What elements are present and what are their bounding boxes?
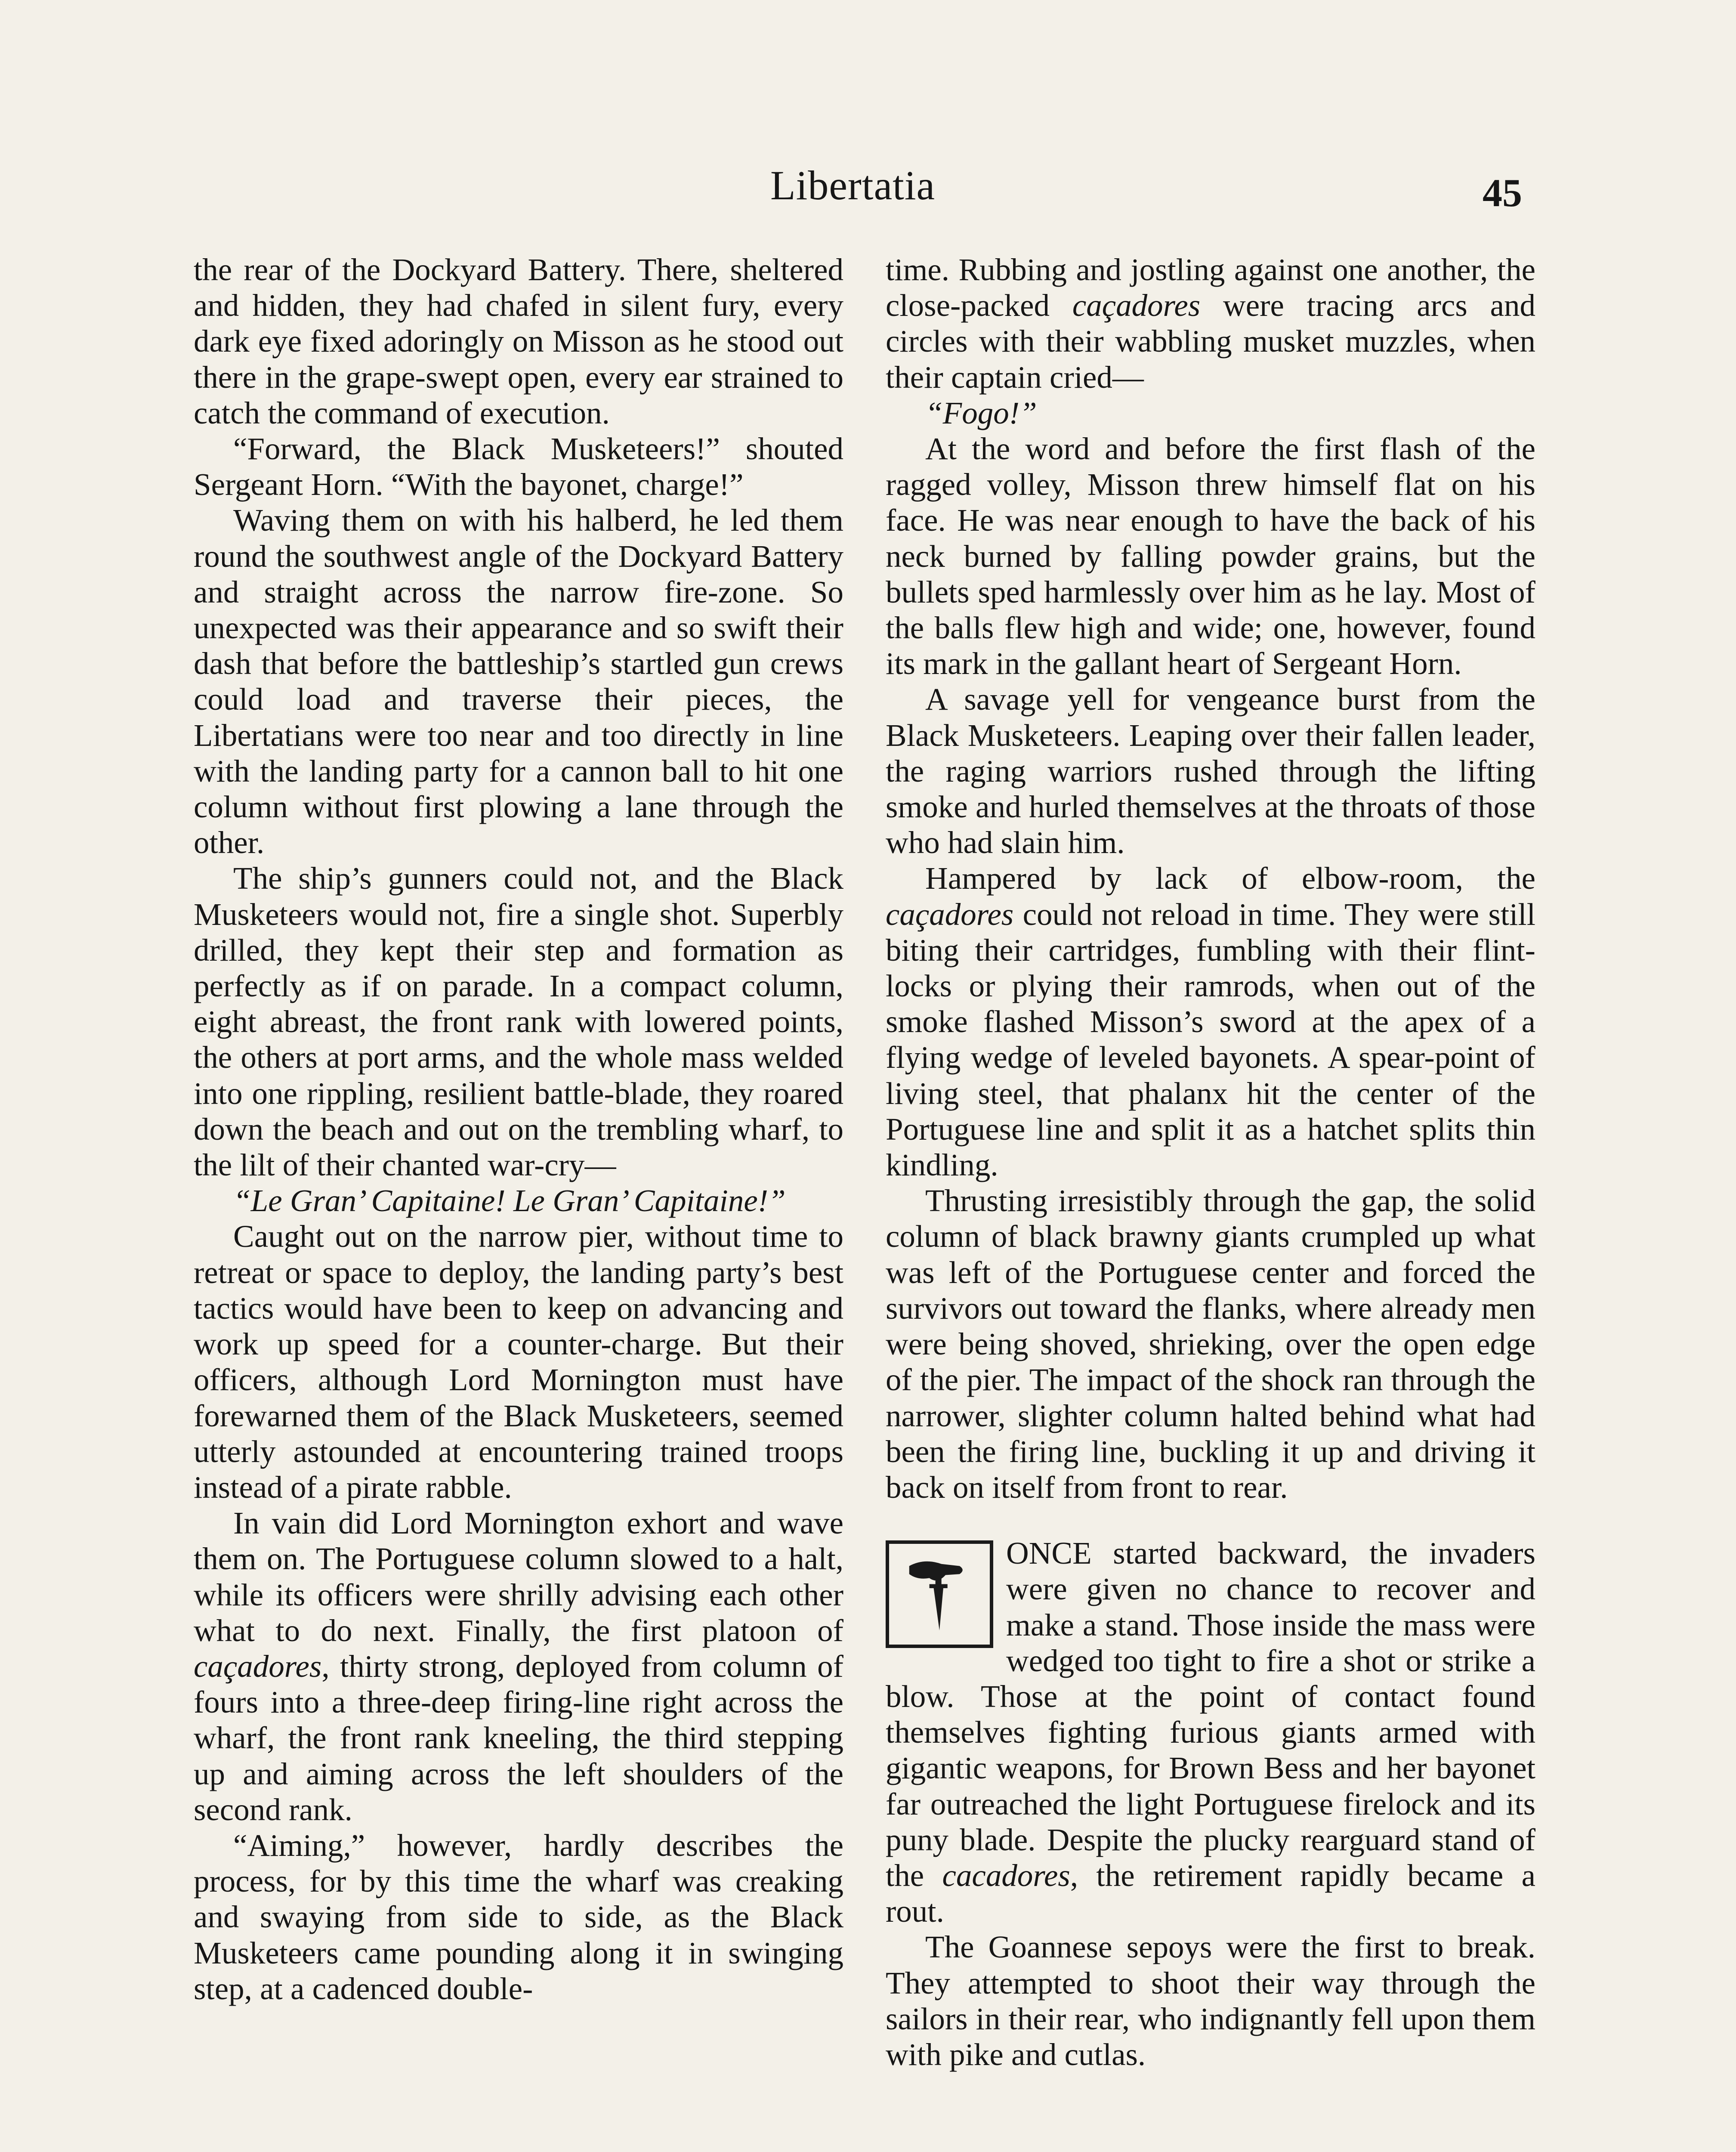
italic-term: caçadores [194,1648,322,1684]
paragraph: Thrusting irresistibly through the gap, the solid column of black brawny giants crumpled up what was left of the Portuguese center and forced the survivors out toward the flanks, where already men were being shoved, shrieking, over the open edge of the pier. The impact of the shock ran through the narrower, slighter column halted behind what had been the firing line, buckling it up and driving it back on itself from front to rear. [886,1183,1535,1505]
paragraph-war-cry [194,1183,843,1218]
dagger-illustration [889,1544,990,1645]
command-text: “Fogo!” [925,395,1037,430]
right-column [886,252,1535,2072]
paragraph: “Forward, the Black Musketeers!” shouted Sergeant Horn. “With the bayonet, charge!” [194,431,843,502]
text-run: , the retirement rapidly became a rout. [886,1858,1535,1929]
text-run: could not reload in time. They were still biting their cartridges, fumbling with their flint-locks or plying their ramrods, when out of the smoke flashed Misson’s sword at the apex of a flying wedge of leveled bayonets. A spear-point of living steel, that phalanx hit the center of the Portuguese line and split it as a hatchet splits thin kindling. [886,897,1535,1183]
page-number: 45 [1483,171,1522,215]
paragraph-section-start [886,1535,1535,1929]
paragraph: The ship’s gunners could not, and the Black Musketeers would not, fire a single shot. Superbly drilled, they kept their step and formation as perfectly as if on parade. In a compact column, eight abreast, the front rank with lowered points, the others at port arms, and the whole mass welded into one rippling, resilient battle-blade, they roared down the beach and out on the trembling wharf, to the lilt of their chanted war-cry— [194,861,843,1183]
italic-term: caçadores [886,897,1014,932]
text-run: , thirty strong, deployed from column of fours into a three-deep firing-line right across the wharf, the front rank kneeling, the third stepping up and aiming across the left shoulders of the second rank. [194,1648,843,1827]
paragraph: Waving them on with his halberd, he led them round the southwest angle of the Dockyard Battery and straight across the narrow fire-zone. So unexpected was their appearance and so swift their dash that before the battleship’s startled gun crews could load and traverse their pieces, the Libertatians were too near and too directly in line with the landing party for a cannon ball to hit one column without first plowing a lane through the other. [194,503,843,860]
paragraph [886,860,1535,1183]
left-column [194,252,843,2007]
hand-with-dagger-icon [886,1540,993,1648]
text-run: In vain did Lord Mornington exhort and wave them on. The Portuguese column slowed to a halt, while its officers were shrilly advising each other what to do next. Finally, the first platoon of [194,1506,843,1648]
text-run: ONCE started backward, the invaders were given no chance to recover and make a stand. Those inside the mass were wedged too tight to fire a shot or strike a blow. Those at the point of contact found themselves fighting furious giants armed with gigantic weapons, for Brown Bess and her bayonet far outreached the light Portuguese firelock and its puny blade. Despite the plucky rearguard stand of the [886,1536,1535,1893]
text-run: time. Rubbing and jostling against one another, the close-packed [886,252,1535,323]
paragraph-command [886,395,1535,431]
paragraph: A savage yell for vengeance burst from the Black Musketeers. Leaping over their fallen leader, the raging warriors rushed through the lifting smoke and hurled themselves at the throats of those who had slain him. [886,682,1535,860]
paragraph: the rear of the Dockyard Battery. There, sheltered and hidden, they had chafed in silent fury, every dark eye fixed adoringly on Misson as he stood out there in the grape-swept open, every ear strained to catch the command of execution. [194,252,843,430]
paragraph: Caught out on the narrow pier, without time to retreat or space to deploy, the landing party’s best tactics would have been to keep on advancing and work up speed for a counter-charge. But their officers, although Lord Mornington must have forewarned them of the Black Musketeers, seemed utterly astounded at encountering trained troops instead of a pirate rabble. [194,1219,843,1505]
italic-term: caçadores [1072,288,1201,323]
war-cry-text: “Le Gran’ Capitaine! Le Gran’ Capitaine!” [233,1183,786,1218]
text-run: were tracing arcs and circles with their wabbling musket muzzles, when their captain cried— [886,288,1536,395]
italic-term: cacadores [942,1858,1070,1893]
paragraph: “Aiming,” however, hardly describes the process, for by this time the wharf was creaking and swaying from side to side, as the Black Musketeers came pounding along it in swinging step, at a cadenced double- [194,1827,843,2006]
paragraph: At the word and before the first flash of the ragged volley, Misson threw himself flat on his face. He was near enough to have the back of his neck burned by falling powder grains, but the bullets sped harmlessly over him as he lay. Most of the balls flew high and wide; one, however, found its mark in the gallant heart of Sergeant Horn. [886,431,1535,681]
paragraph [194,1505,843,1827]
paragraph [886,252,1535,395]
paragraph: The Goannese sepoys were the first to break. They attempted to shoot their way through the sailors in their rear, who indignantly fell upon them with pike and cutlas. [886,1929,1535,2072]
text-run: Hampered by lack of elbow-room, the [925,861,1535,896]
page-title: Libertatia [770,162,936,208]
